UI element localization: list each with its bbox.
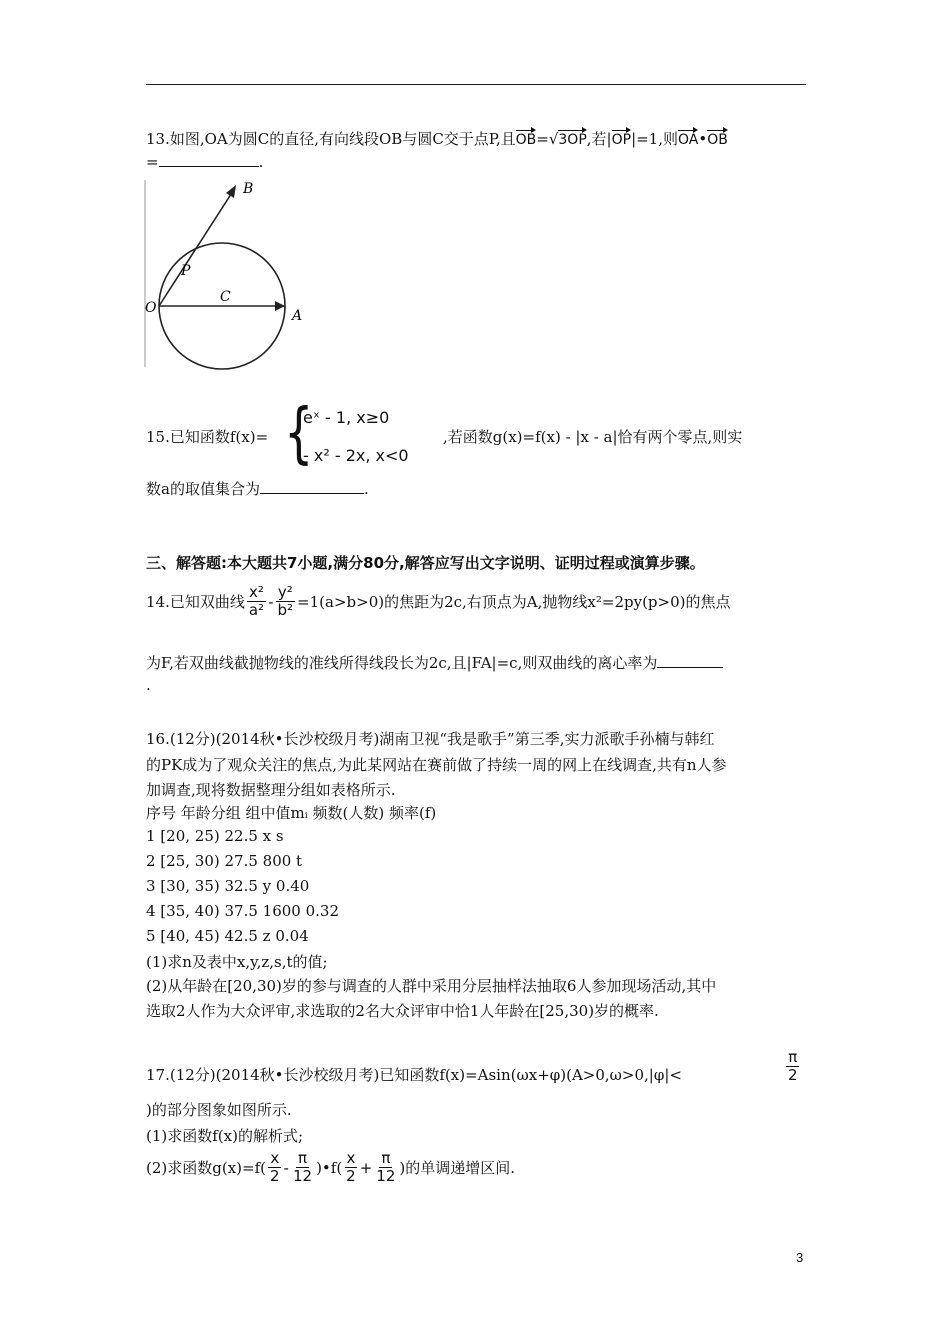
- vector-op: OP: [612, 129, 631, 148]
- label-a: A: [292, 308, 303, 324]
- frac-num: y²: [277, 583, 293, 601]
- q13-line2: [146, 152, 263, 171]
- fraction-x-2: [344, 1150, 358, 1185]
- q17-line2: )的部分图象如图所示.: [146, 1101, 292, 1119]
- left-brace: {: [284, 394, 314, 471]
- table-header: 序号 年龄分组 组中值mᵢ 频数(人数) 频率(f): [146, 804, 437, 822]
- fraction-pi-12: [291, 1150, 314, 1185]
- frac-den: a²: [248, 601, 265, 619]
- q15-line2: [146, 478, 369, 499]
- frac-num: π: [381, 1149, 391, 1167]
- page-number: 3: [796, 1250, 804, 1265]
- header-rule: [146, 84, 806, 85]
- q16-line3: 加调查,现将数据整理分组如表格所示.: [146, 781, 396, 799]
- label-c: C: [220, 289, 231, 305]
- q14-text-2: 为F,若双曲线截抛物线的准线所得线段长为2c,且|FA|=c,则双曲线的离心率为: [146, 654, 658, 672]
- table-row: 2 [25, 30) 27.5 800 t: [146, 852, 303, 870]
- q17-sub2-suffix: )的单调递增区间.: [399, 1159, 516, 1177]
- vector-ob-2: OB: [707, 129, 728, 148]
- vector-ob: OB: [516, 129, 537, 148]
- fraction-y2-b2: [276, 584, 296, 619]
- frac-den: 2: [788, 1066, 798, 1084]
- q16-line2: 的PK成为了观众关注的焦点,为此某网站在赛前做了持续一周的网上在线调查,共有n人参: [146, 756, 727, 774]
- arrow-b-head: [226, 185, 236, 198]
- circle-figure: [140, 175, 320, 375]
- q17-sub1: (1)求函数f(x)的解析式;: [146, 1127, 304, 1145]
- section-heading: 三、解答题:本大题共7小题,满分80分,解答应写出文字说明、证明过程或演算步骤。: [146, 554, 705, 572]
- table-row: 3 [30, 35) 32.5 y 0.40: [146, 877, 310, 895]
- answer-blank: [260, 479, 364, 494]
- fraction-x-2: [268, 1150, 282, 1185]
- q13-line1: [146, 128, 728, 149]
- q15-period: .: [363, 480, 369, 498]
- q15-text-2: 数a的取值集合为: [146, 480, 260, 498]
- frac-den: 2: [346, 1167, 356, 1185]
- q15-prefix: 15.已知函数f(x)=: [146, 428, 269, 446]
- q13-text-b: ,若|: [586, 130, 612, 148]
- q14-prefix: 14.已知双曲线: [146, 593, 245, 611]
- label-b: B: [243, 181, 254, 197]
- answer-blank: [657, 653, 723, 668]
- fraction-pi-2: [786, 1049, 800, 1084]
- q14-line1: [146, 584, 730, 619]
- frac-num: π: [298, 1149, 308, 1167]
- dot-operator: •: [698, 130, 708, 148]
- label-o: O: [145, 300, 157, 316]
- minus-sign: -: [283, 1158, 289, 1177]
- frac-den: 12: [376, 1167, 396, 1185]
- frac-den: b²: [277, 601, 294, 619]
- table-row: 5 [40, 45) 42.5 z 0.04: [146, 927, 309, 945]
- q13-text: 13.如图,OA为圆C的直径,有向线段OB与圆C交于点P,且: [146, 130, 516, 148]
- q13-period: .: [258, 153, 264, 171]
- sqrt-sign: √: [548, 130, 559, 148]
- frac-den: 2: [270, 1167, 280, 1185]
- frac-num: x: [270, 1149, 280, 1167]
- q17-sub2: [146, 1150, 515, 1185]
- q17-sub2-prefix: (2)求函数g(x)=f(: [146, 1159, 266, 1177]
- q15-case-1: eˣ - 1, x≥0: [303, 408, 390, 427]
- q17-line1: 17.(12分)(2014秋•长沙校级月考)已知函数f(x)=Asin(ωx+φ)(A>0,ω>0,|φ|<: [146, 1066, 682, 1084]
- q16-sub2a: (2)从年龄在[20,30)岁的参与调查的人群中采用分层抽样法抽取6人参加现场活动,其中: [146, 977, 717, 995]
- frac-num: π: [788, 1048, 798, 1066]
- label-p: P: [181, 263, 191, 279]
- vector-3op: 3OP: [558, 129, 586, 148]
- q14-text: =1(a>b>0)的焦距为2c,右顶点为A,抛物线x²=2py(p>0)的焦点: [297, 593, 731, 611]
- fraction-x2-a2: [247, 584, 266, 619]
- plus-sign: +: [359, 1158, 373, 1177]
- frac-den: 12: [292, 1167, 313, 1185]
- q14-line2: [146, 652, 723, 673]
- q14-line3: .: [146, 676, 151, 694]
- q17-sub2-mid: )•f(: [316, 1158, 343, 1177]
- vector-oa: OA: [678, 129, 698, 148]
- frac-num: x: [346, 1149, 356, 1167]
- equals-sign: =: [536, 130, 549, 148]
- q13-text-c: |=1,则: [631, 130, 678, 148]
- q15-case-2: - x² - 2x, x<0: [303, 446, 409, 465]
- q16-sub2b: 选取2人作为大众评审,求选取的2名大众评审中恰1人年龄在[25,30)岁的概率.: [146, 1002, 659, 1020]
- fraction-pi-12: [374, 1150, 397, 1185]
- q16-line1: 16.(12分)(2014秋•长沙校级月考)湖南卫视“我是歌手”第三季,实力派歌手孙楠与韩红: [146, 730, 715, 748]
- minus-sign: -: [268, 592, 274, 611]
- arrow-a-head: [275, 301, 285, 311]
- q15-text: ,若函数g(x)=f(x) - |x - a|恰有两个零点,则实: [443, 428, 743, 446]
- q13-equals: =: [146, 153, 159, 171]
- frac-num: x²: [249, 583, 264, 601]
- q16-sub1: (1)求n及表中x,y,z,s,t的值;: [146, 953, 328, 971]
- table-row: 4 [35, 40) 37.5 1600 0.32: [146, 902, 340, 920]
- table-row: 1 [20, 25) 22.5 x s: [146, 827, 284, 845]
- answer-blank: [159, 152, 259, 167]
